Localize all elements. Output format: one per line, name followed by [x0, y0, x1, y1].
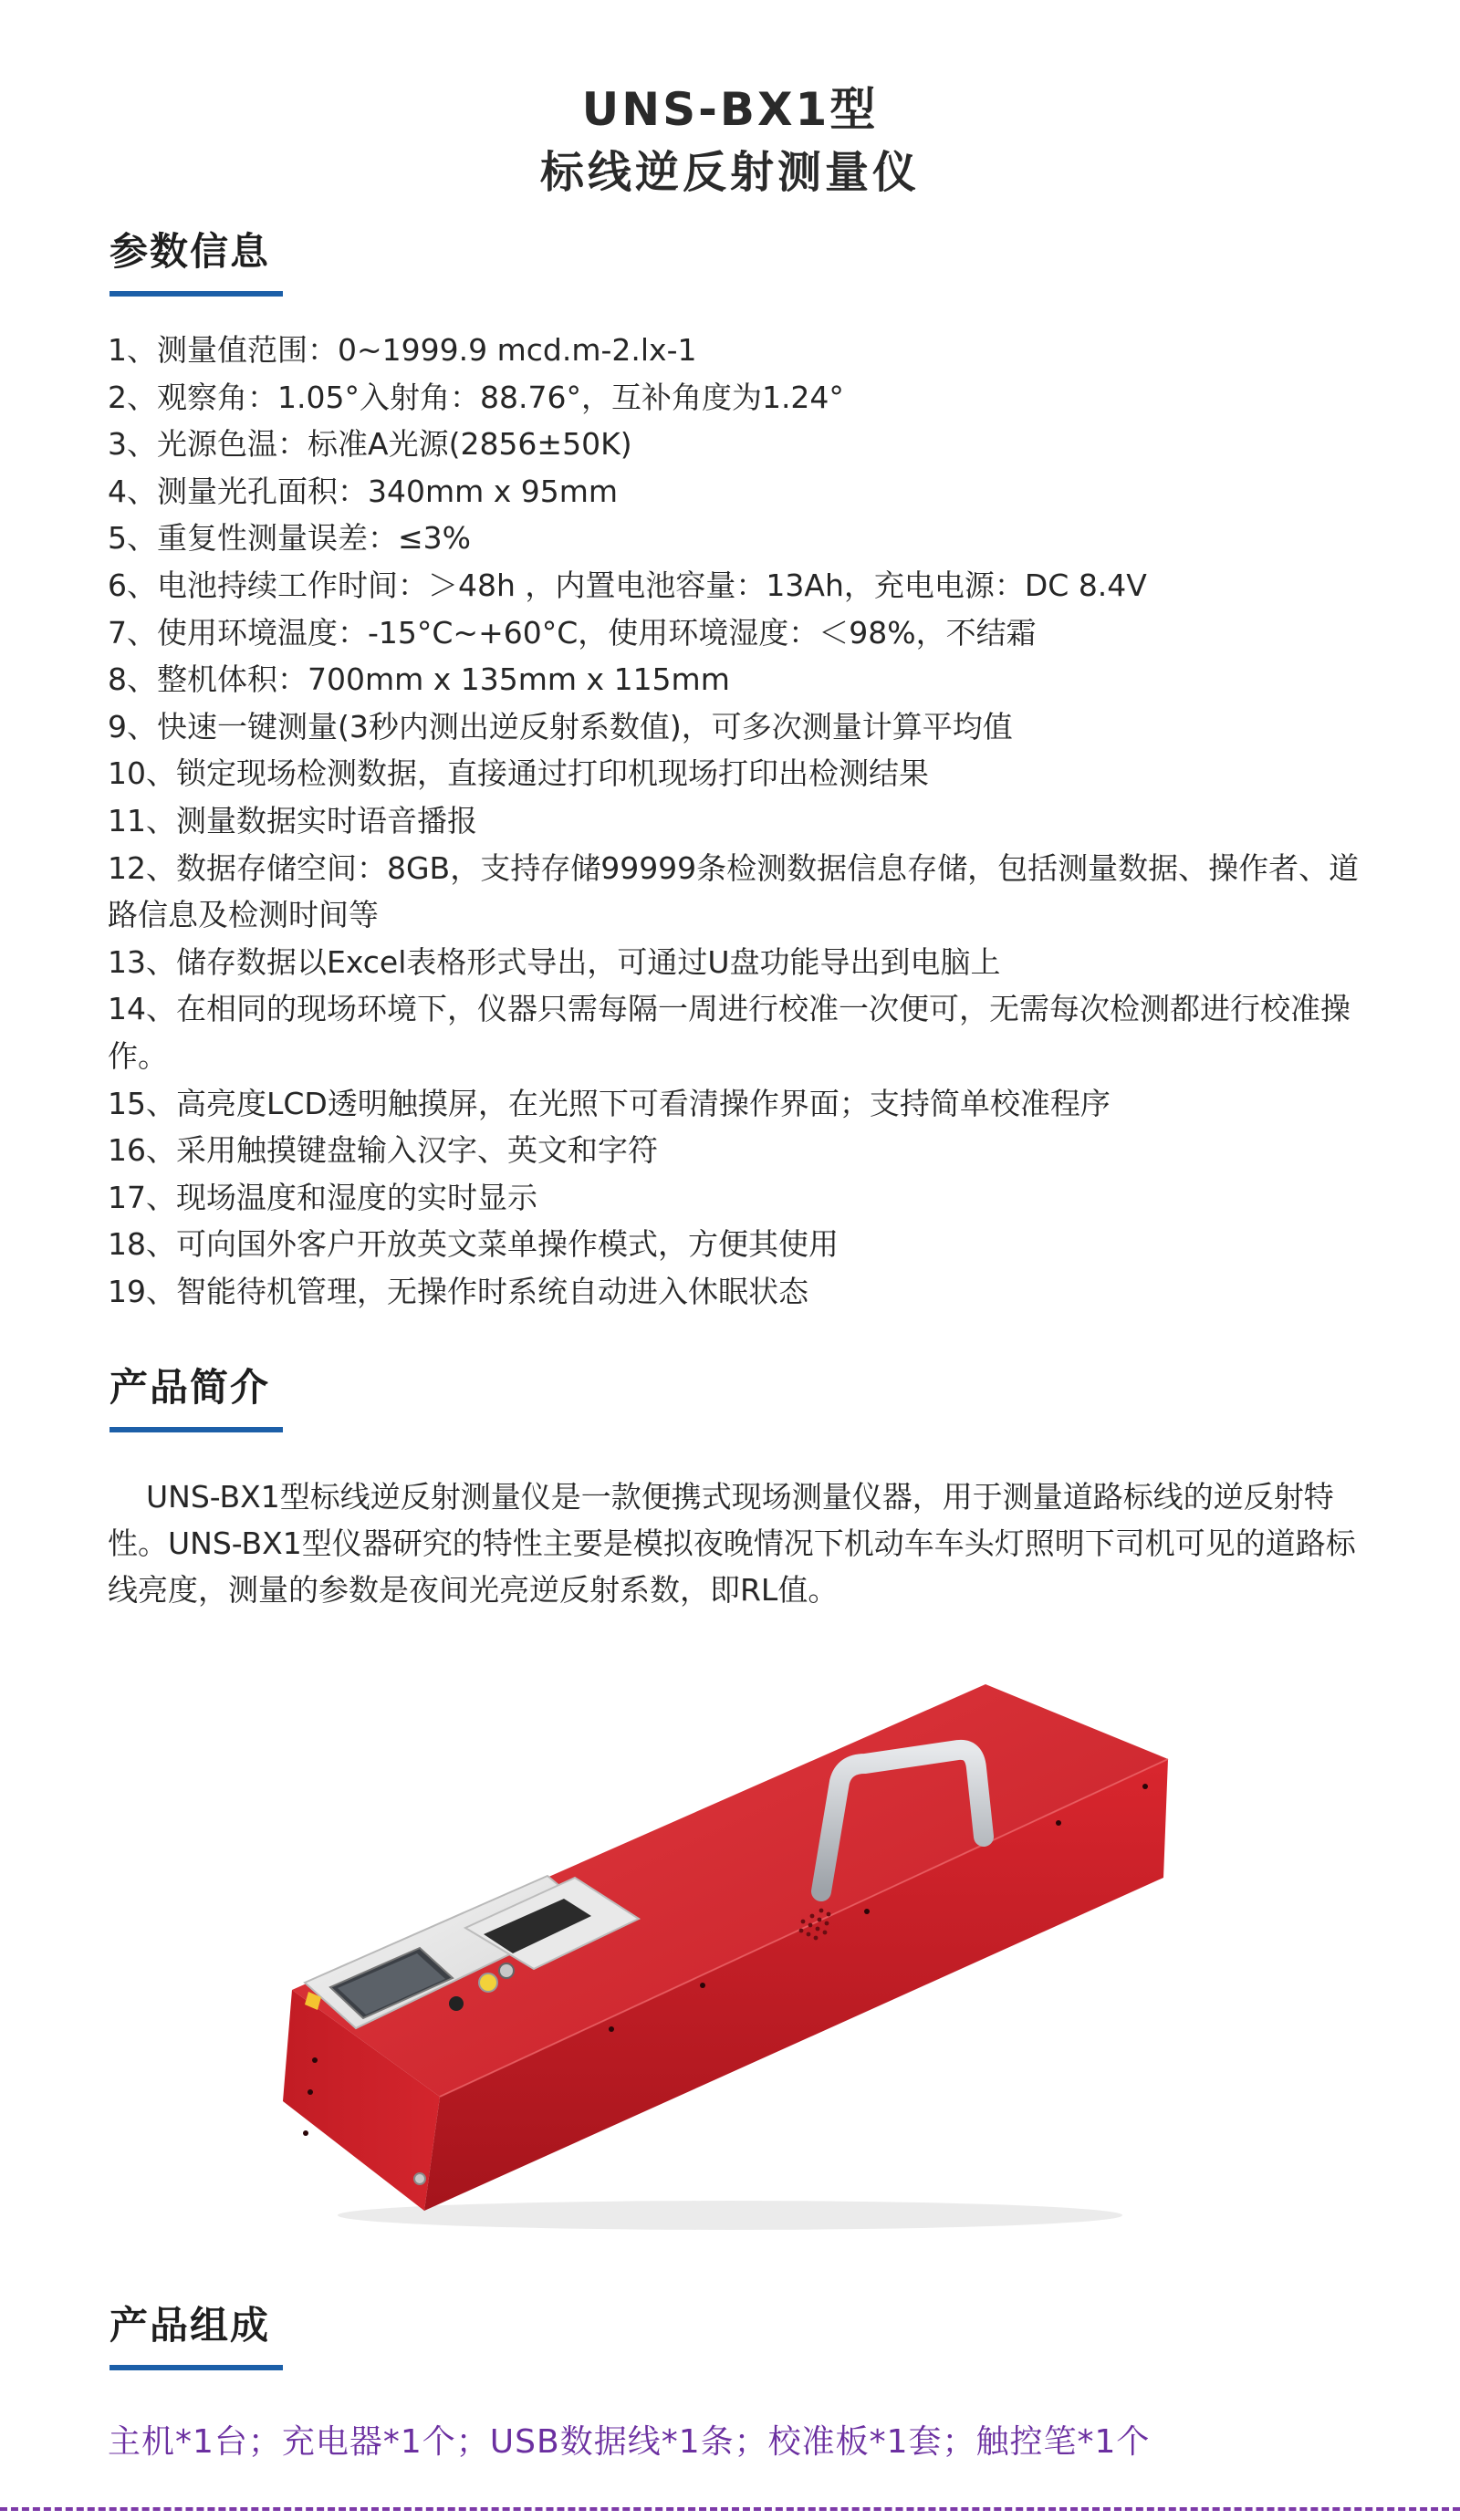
params-list: [108, 327, 1376, 1315]
yellow-button: [479, 1973, 497, 1992]
composition-heading: 产品组成: [110, 2303, 271, 2348]
heading-underline: [110, 2365, 283, 2370]
param-item: 16、采用触摸键盘输入汉字、英文和字符: [108, 1132, 658, 1169]
heading-underline: [110, 1427, 283, 1432]
param-item: 13、储存数据以Excel表格形式导出，可通过U盘功能导出到电脑上: [108, 943, 1001, 980]
param-item: 8、整机体积：700mm x 135mm x 115mm: [108, 661, 730, 698]
param-item: 2、观察角：1.05°入射角：88.76°，互补角度为1.24°: [108, 379, 844, 415]
dashed-divider: [0, 2507, 1460, 2511]
param-item: 11、测量数据实时语音播报: [108, 802, 477, 838]
param-item: 10、锁定现场检测数据，直接通过打印机现场打印出检测结果: [108, 755, 929, 792]
param-item: 7、使用环境温度：-15°C~+60°C，使用环境湿度：＜98%，不结霜: [108, 614, 1037, 651]
param-item: 5、重复性测量误差：≤3%: [108, 520, 471, 557]
intro-heading: 产品简介: [110, 1365, 271, 1410]
param-item: 18、可向国外客户开放英文菜单操作模式，方便其使用: [108, 1226, 839, 1263]
param-item: 4、测量光孔面积：340mm x 95mm: [108, 473, 619, 509]
heading-underline: [110, 291, 283, 297]
intro-section-header: [110, 1365, 283, 1432]
composition-text: 主机*1台；充电器*1个；USB数据线*1条；校准板*1套；触控笔*1个: [108, 2423, 1151, 2461]
param-item: 15、高亮度LCD透明触摸屏，在光照下可看清操作界面；支持简单校准程序: [108, 1085, 1111, 1121]
power-button: [499, 1963, 514, 1978]
product-model-title: UNS-BX1型: [581, 83, 879, 136]
param-item: 14、在相同的现场环境下，仪器只需每隔一周进行校准一次便可，无需每次检测都进行校准操作。: [108, 991, 1350, 1074]
param-item: 9、快速一键测量(3秒内测出逆反射系数值)，可多次测量计算平均值: [108, 708, 1013, 745]
composition-section-header: [110, 2303, 283, 2370]
param-item: 3、光源色温：标准A光源(2856±50K): [108, 426, 632, 463]
intro-paragraph: UNS-BX1型标线逆反射测量仪是一款便携式现场测量仪器，用于测量道路标线的逆反射特性。UNS-BX1型仪器研究的特性主要是模拟夜晚情况下机动车车头灯照明下司机可见的道路标线亮度，测量的参数是夜间光亮逆反射系数，即RL值。: [108, 1479, 1356, 1608]
product-name-title: 标线逆反射测量仪: [539, 147, 920, 198]
param-item: 12、数据存储空间：8GB，支持存储99999条检测数据信息存储，包括测量数据、操作者、道路信息及检测时间等: [108, 849, 1360, 933]
joystick-knob: [449, 1996, 464, 2011]
param-item: 17、现场温度和湿度的实时显示: [108, 1179, 537, 1215]
params-section-header: [110, 229, 283, 297]
param-item: 6、电池持续工作时间：＞48h ，内置电池容量：13Ah，充电电源：DC 8.4V: [108, 567, 1147, 603]
product-image: [274, 1677, 1186, 2243]
param-item: 1、测量值范围：0~1999.9 mcd.m-2.lx-1: [108, 332, 697, 368]
param-item: 19、智能待机管理，无操作时系统自动进入休眠状态: [108, 1273, 808, 1309]
params-heading: 参数信息: [110, 229, 271, 274]
